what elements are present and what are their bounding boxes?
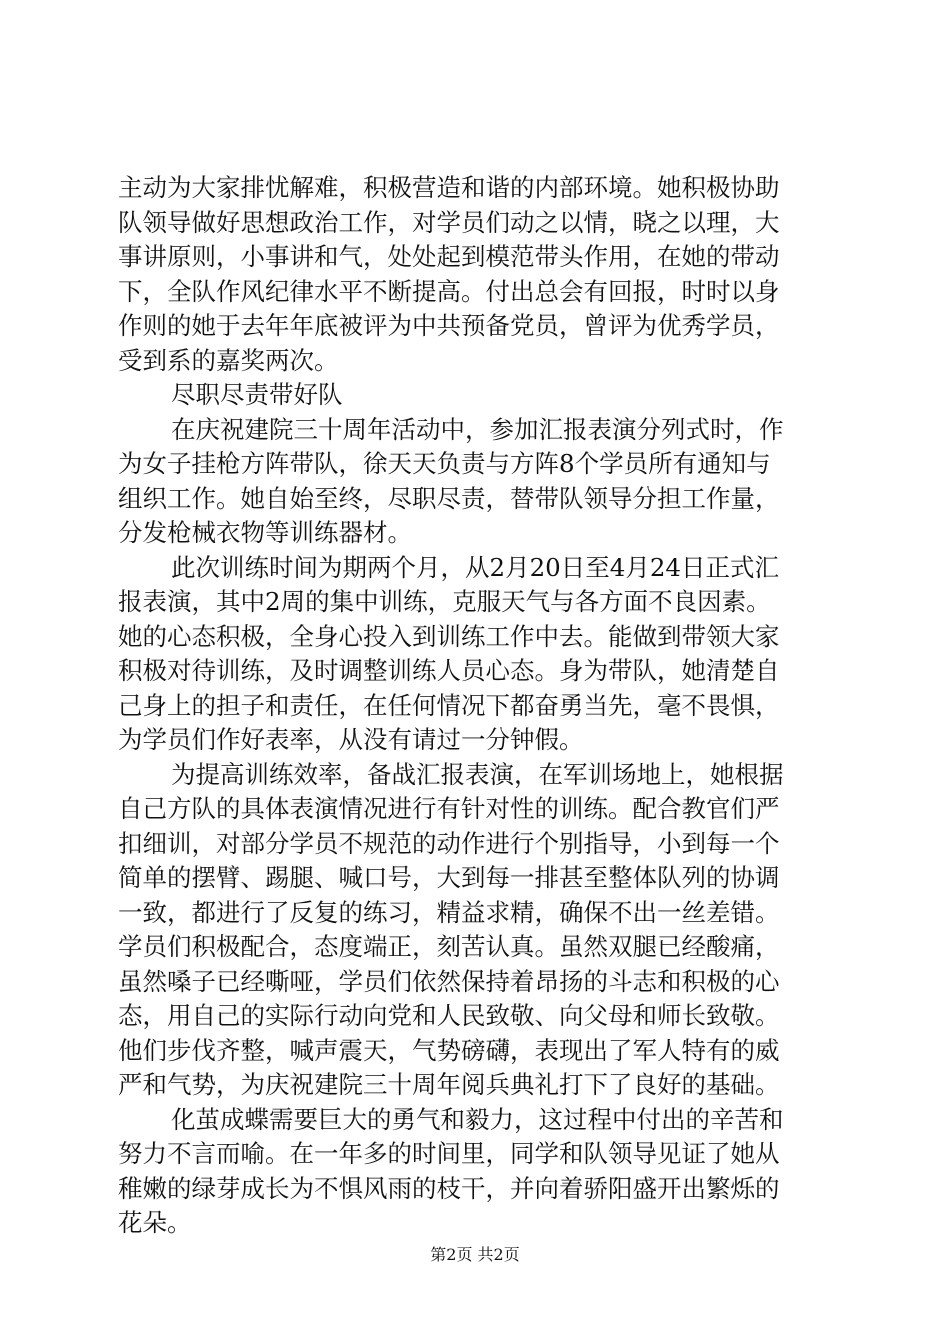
text-line: 此次训练时间为期两个月，从2月20日至4月24日正式汇 — [171, 552, 780, 582]
text-line: 为学员们作好表率，从没有请过一分钟假。 — [118, 725, 584, 754]
text-line: 积极对待训练，及时调整训练人员心态。身为带队，她清楚自 — [118, 656, 780, 685]
text-line: 严和气势，为庆祝建院三十周年阅兵典礼打下了良好的基础。 — [118, 1070, 780, 1099]
text-line: 花朵。 — [118, 1208, 192, 1237]
text-line: 一致，都进行了反复的练习，精益求精，确保不出一丝差错。 — [118, 897, 780, 927]
page-footer: 第2页 共2页 — [430, 1245, 520, 1264]
text-line: 队领导做好思想政治工作，对学员们动之以情，晓之以理，大 — [118, 207, 780, 237]
text-line: 简单的摆臂、踢腿、喊口号，大到每一排甚至整体队列的协调 — [118, 863, 780, 892]
text-line: 作则的她于去年年底被评为中共预备党员，曾评为优秀学员， — [118, 311, 780, 340]
text-line: 学员们积极配合，态度端正，刻苦认真。虽然双腿已经酸痛， — [118, 932, 780, 961]
text-line: 自己方队的具体表演情况进行有针对性的训练。配合教官们严 — [118, 794, 780, 823]
text-line: 为提高训练效率，备战汇报表演，在军训场地上，她根据 — [171, 759, 784, 789]
text-line: 分发枪械衣物等训练器材。 — [118, 518, 412, 547]
text-line: 稚嫩的绿芽成长为不惧风雨的枝干，并向着骄阳盛开出繁烁的 — [118, 1173, 780, 1203]
text-line: 扣细训，对部分学员不规范的动作进行个别指导，小到每一个 — [118, 828, 780, 858]
text-line: 下，全队作风纪律水平不断提高。付出总会有回报，时时以身 — [118, 276, 780, 306]
text-line: 己身上的担子和责任，在任何情况下都奋勇当先，毫不畏惧， — [118, 690, 780, 720]
document-body — [118, 171, 832, 1241]
text-line: 尽职尽责带好队 — [171, 380, 343, 409]
text-line: 努力不言而喻。在一年多的时间里，同学和队领导见证了她从 — [118, 1139, 780, 1168]
text-line: 在庆祝建院三十周年活动中，参加汇报表演分列式时，作 — [171, 414, 784, 444]
text-line: 态，用自己的实际行动向党和人民致敬、向父母和师长致敬。 — [118, 1001, 780, 1030]
text-line: 主动为大家排忧解难，积极营造和谐的内部环境。她积极协助 — [118, 173, 780, 202]
text-line: 他们步伐齐整，喊声震天，气势磅礴，表现出了军人特有的威 — [118, 1035, 780, 1065]
text-line: 她的心态积极，全身心投入到训练工作中去。能做到带领大家 — [118, 621, 780, 651]
text-line: 报表演，其中2周的集中训练，克服天气与各方面不良因素。 — [118, 587, 771, 616]
text-line: 受到系的嘉奖两次。 — [118, 345, 339, 375]
text-line: 组织工作。她自始至终，尽职尽责，替带队领导分担工作量， — [118, 483, 780, 513]
text-line: 化茧成蝶需要巨大的勇气和毅力，这过程中付出的辛苦和 — [171, 1104, 784, 1134]
text-line: 事讲原则，小事讲和气，处处起到模范带头作用，在她的带动 — [118, 242, 780, 271]
text-line: 为女子挂枪方阵带队，徐天天负责与方阵8个学员所有通知与 — [118, 449, 771, 478]
text-line: 虽然嗓子已经嘶哑，学员们依然保持着昂扬的斗志和积极的心 — [118, 966, 780, 996]
